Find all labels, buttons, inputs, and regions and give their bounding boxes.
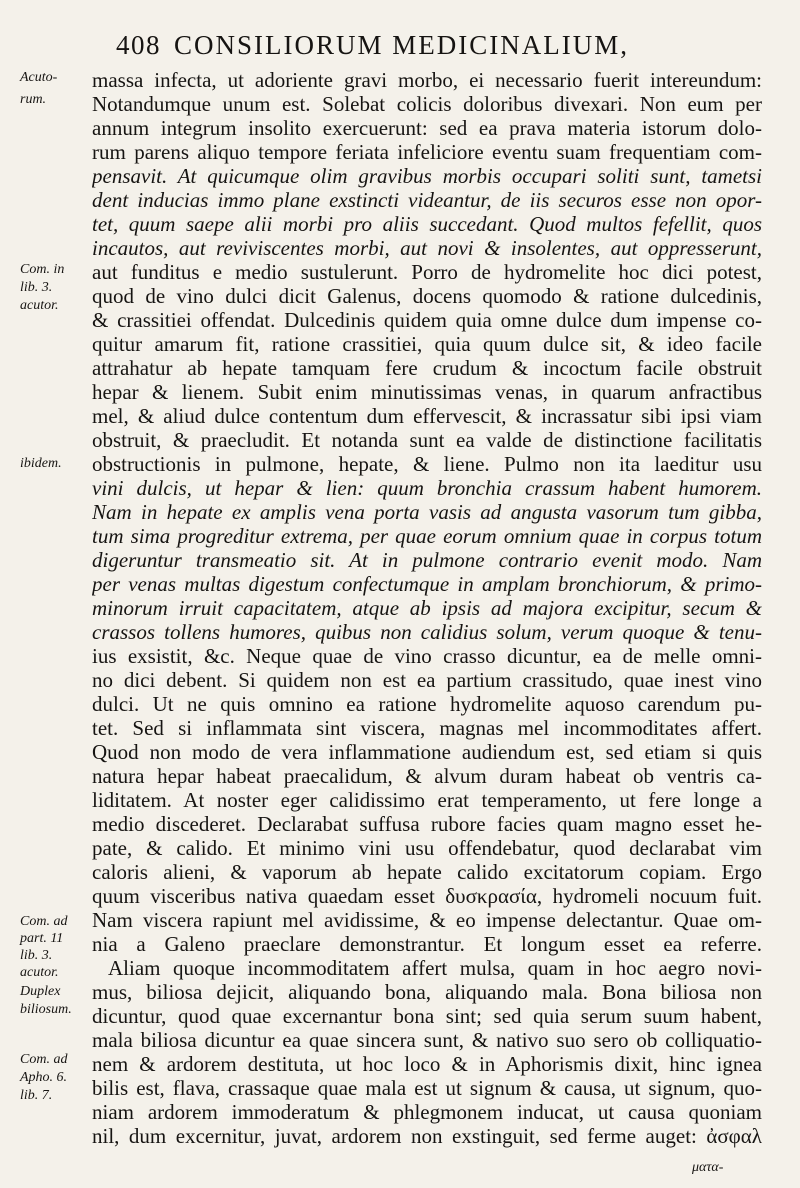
text-line: quitur amarum fit, ratione crassitiei, quia quum dulce sit, & ideo facile: [92, 332, 762, 356]
text-line: attrahatur ab hepate tamquam fere crudum & incoctum facile obstruit: [92, 356, 762, 380]
margin-note: Com. ad: [20, 1052, 68, 1067]
text-line: mus, biliosa dejicit, aliquando bona, aliquando mala. Bona biliosa non: [92, 980, 762, 1004]
margin-note: ibidem.: [20, 456, 62, 471]
text-line: mel, & aliud dulce contentum dum effervescit, & incrassatur sibi ipsi viam: [92, 404, 762, 428]
margin-note: Com. ad: [20, 914, 68, 929]
text-line: obstructionis in pulmone, hepate, & liene. Pulmo non ita laeditur usu: [92, 452, 762, 476]
text-line: dicuntur, quod quae excernantur bona sint; sed quia serum suum habent,: [92, 1004, 762, 1028]
margin-note: rum.: [20, 92, 47, 107]
text-line: Nam in hepate ex amplis vena porta vasis ad angusta vasorum tum gibba,: [92, 500, 762, 524]
text-line: crassos tollens humores, quibus non calidius solum, verum quoque & tenu-: [92, 620, 762, 644]
margin-note: biliosum.: [20, 1002, 72, 1017]
page-header: [116, 30, 776, 66]
margin-note: Duplex: [20, 984, 61, 999]
text-line: Aliam quoque incommoditatem affert mulsa, quam in hoc aegro novi-: [108, 956, 762, 980]
text-line: bilis est, flava, crassaque quae mala est ut signum & causa, ut signum, quo-: [92, 1076, 762, 1100]
margin-note: acutor.: [20, 298, 59, 313]
text-line: mala biliosa dicuntur ea quae sincera sunt, & nativo suo sero ob colliquatio-: [92, 1028, 762, 1052]
margin-note: Apho. 6.: [20, 1070, 68, 1085]
text-line: nil, dum excernitur, juvat, ardorem non exstinguit, sed ferme auget: ἀσφαλ: [92, 1124, 762, 1148]
text-line: nem & ardorem destituta, ut hoc loco & in Aphorismis dixit, hinc ignea: [92, 1052, 762, 1076]
text-line: medio discederet. Declarabat suffusa rubore facies quam magno esset he-: [92, 812, 762, 836]
text-line: Nam viscera rapiunt mel avidissime, & eo impense delectantur. Quae om-: [92, 908, 762, 932]
text-line: obstruit, & praecludit. Et notanda sunt ea valde de distinctione facilitatis: [92, 428, 762, 452]
page-number: 408: [116, 30, 161, 60]
text-line: dent inducias immo plane exstincti videantur, de iis securos esse non opor-: [92, 188, 762, 212]
text-line: niam ardorem immoderatum & phlegmonem inducat, ut causa quoniam: [92, 1100, 762, 1124]
text-line: Quod non modo de vera inflammatione audiendum est, sed etiam si quis: [92, 740, 762, 764]
text-line: digeruntur transmeatio sit. At in pulmone contrario evenit modo. Nam: [92, 548, 762, 572]
margin-note: part. 11: [20, 931, 64, 946]
text-line: minorum irruit capacitatem, atque ab ipsis ad majora excipitur, secum &: [92, 596, 762, 620]
text-line: tum sima progreditur extrema, per quae eorum omnium quae in corpus totum: [92, 524, 762, 548]
margin-note: lib. 7.: [20, 1088, 53, 1103]
text-line: natura hepar habeat praecalidum, & alvum duram habeat ob ventris ca-: [92, 764, 762, 788]
catchword: ματα-: [692, 1160, 724, 1175]
text-line: ius exsistit, &c. Neque quae de vino crasso dicuntur, ea de melle omni-: [92, 644, 762, 668]
margin-note: Com. in: [20, 262, 65, 277]
margin-note: lib. 3.: [20, 280, 53, 295]
text-line: dulci. Ut ne quis omnino ea ratione hydromelite aquoso carendum pu-: [92, 692, 762, 716]
text-line: per venas multas digestum confectumque in amplam bronchiorum, & primo-: [92, 572, 762, 596]
text-line: annum integrum insolito exercuerunt: sed ea prava materia istorum dolo-: [92, 116, 762, 140]
text-line: no dici debent. Si quidem non est ea partium crassitudo, quae inest vino: [92, 668, 762, 692]
text-line: caloris alieni, & vaporum ab hepate calido excitatorum copiam. Ergo: [92, 860, 762, 884]
text-line: tet, quum saepe alii morbi pro aliis succedant. Quod multos fefellit, quos: [92, 212, 762, 236]
running-head: CONSILIORUM MEDICINALIUM,: [174, 30, 629, 60]
margin-note: Acuto-: [20, 70, 58, 85]
text-line: liditatem. At noster eger calidissimo erat temperamento, ut fere longe a: [92, 788, 762, 812]
text-line: rum parens aliquo tempore feriata infeliciore eventu suam frequentiam com-: [92, 140, 762, 164]
text-line: vini dulcis, ut hepar & lien: quum bronchia crassum habent humorem.: [92, 476, 762, 500]
text-line: aut funditus e medio sustulerunt. Porro de hydromelite hoc dici potest,: [92, 260, 762, 284]
text-line: quod de vino dulci dicit Galenus, docens quomodo & ratione dulcedinis,: [92, 284, 762, 308]
margin-note: acutor.: [20, 965, 59, 980]
text-line: hepar & lienem. Subit enim minutissimas venas, in quarum anfractibus: [92, 380, 762, 404]
text-line: pensavit. At quicumque olim gravibus morbis occupari soliti sunt, tametsi: [92, 164, 762, 188]
text-line: & crassitiei offendat. Dulcedinis quidem quia omne dulce dum impense co-: [92, 308, 762, 332]
text-line: tet. Sed si inflammata sint viscera, magnas mel incommoditates affert.: [92, 716, 762, 740]
text-line: quum visceribus nativa quaedam esset δυσκρασία, hydromeli nocuum fuit.: [92, 884, 762, 908]
text-line: pate, & calido. Et minimo vini usu offendebatur, quod declarabat vim: [92, 836, 762, 860]
text-line: Notandumque unum est. Solebat colicis doloribus divexari. Non eum per: [92, 92, 762, 116]
text-line: incautos, aut reviviscentes morbi, aut novi & insolentes, aut oppresserunt,: [92, 236, 762, 260]
margin-note: lib. 3.: [20, 948, 53, 963]
text-line: massa infecta, ut adoriente gravi morbo, ei necessario fuerit intereundum:: [92, 68, 762, 92]
text-line: nia a Galeno praeclare demonstrantur. Et longum esset ea referre.: [92, 932, 762, 956]
